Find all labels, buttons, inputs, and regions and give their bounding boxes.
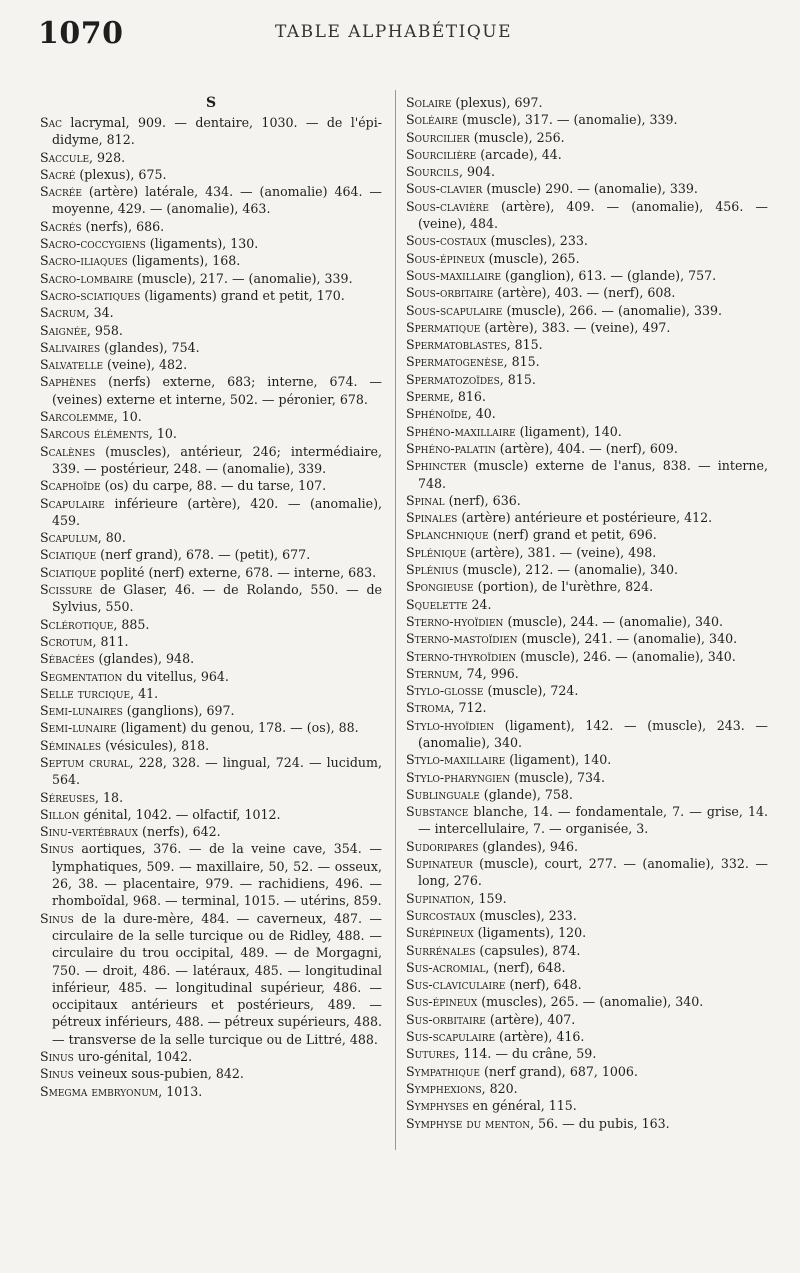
entry-text: (ligament) du genou, 178. — (os), 88. [116, 720, 359, 736]
entry-text: (muscle), 256. [469, 129, 565, 145]
entry-headword: Spermatogenèse [406, 354, 504, 370]
index-entry [40, 114, 382, 149]
index-entry [40, 754, 382, 789]
index-entry [40, 235, 382, 252]
index-entry [406, 717, 768, 752]
entry-headword: Sterno-hyoïdien [406, 613, 504, 629]
entry-headword: Splénique [406, 544, 467, 560]
entry-text: (nerfs), 686. [81, 218, 165, 234]
entry-headword: Sous-scapulaire [406, 302, 503, 318]
entry-headword: Soléaire [406, 112, 458, 128]
entry-text: (artère) latérale, 434. — (anomalie) 464. — moyenne, 429. — (anomalie), 463. [52, 184, 382, 217]
entry-headword: Sourcilière [406, 146, 477, 162]
entry-headword: Sublinguale [406, 786, 480, 802]
entry-text: (muscles), antérieur, 246; intermédiaire, 339. — postérieur, 248. — (anomalie), 339. [52, 443, 382, 476]
entry-text: (glandes), 948. [94, 651, 195, 667]
entry-headword: Sinus [40, 1049, 74, 1065]
entry-text: 24. [467, 596, 492, 612]
entry-headword: Sacro-sciatiques [40, 287, 141, 303]
index-entry [40, 166, 382, 183]
entry-text: (artère), 407. [485, 1011, 576, 1027]
entry-headword: Scapulaire [40, 495, 105, 511]
entry-headword: Sous-orbitaire [406, 285, 494, 301]
entry-text: (ligaments) grand et petit, 170. [140, 287, 345, 303]
entry-headword: Salvatelle [40, 357, 104, 373]
entry-text: (nerfs) externe, 683; interne, 674. — (veines) externe et interne, 502. — péronier, 678. [52, 374, 382, 407]
entry-text: (plexus), 697. [451, 95, 543, 110]
index-entry [406, 198, 768, 233]
entry-headword: Sphénoïde [406, 406, 468, 422]
section-letter: S [205, 95, 217, 111]
entry-headword: Squelette [406, 596, 468, 612]
index-entry [40, 304, 382, 321]
index-entry [406, 353, 768, 370]
left-entries [40, 114, 382, 1100]
index-entry [406, 111, 768, 128]
index-entry [406, 993, 768, 1010]
index-entry [406, 440, 768, 457]
entry-text: (muscle), 241. — (anomalie), 340. [517, 631, 738, 647]
index-entry [40, 252, 382, 269]
entry-text: , 56. — du pubis, 163. [530, 1115, 670, 1131]
entry-text: (artère), 409. — (anomalie), 456. — (veine), 484. [418, 198, 768, 232]
index-entry [40, 270, 382, 287]
entry-text: , 74, 996. [458, 665, 519, 681]
index-entry [406, 180, 768, 197]
right-column [406, 94, 768, 1132]
index-entry [40, 529, 382, 546]
entry-text: , 10. [113, 409, 142, 425]
index-entry [406, 1011, 768, 1028]
index-entry [406, 509, 768, 526]
entry-text: de la dure-mère, 484. — caverneux, 487. — circulaire de la selle turcique ou de Ridley, 488. — circulaire du trou occipital, 489. — de Morgagni, 750. — droit, 486. — latéraux, 485. — longitudinal inférieur, 485. — longitudinal supérieur, 486. — occipitaux antérieurs et postérieurs, 489. — pétreux inférieurs, 488. — pétreux supérieurs, 488. — transverse de la selle turcique ou de Littré, 488. [52, 910, 382, 1047]
entry-headword: Sacro-coccygiens [40, 236, 146, 252]
entry-headword: Sclérotique [40, 616, 114, 632]
index-entry [406, 457, 768, 492]
entry-text: (vésicules), 818. [101, 737, 210, 753]
entry-headword: Séreuses [40, 789, 96, 805]
index-entry [40, 581, 382, 616]
entry-headword: Sous-costaux [406, 233, 487, 249]
index-entry [40, 287, 382, 304]
entry-headword: Sutures [406, 1046, 456, 1062]
entry-text: poplité (nerf) externe, 678. — interne, 683. [96, 564, 377, 580]
entry-text: , 820. [481, 1080, 518, 1096]
entry-headword: Splanchnique [406, 527, 489, 543]
entry-headword: Spongieuse [406, 579, 474, 595]
entry-text: , 41. [130, 685, 159, 701]
index-entry [406, 250, 768, 267]
entry-text: (muscle), 217. — (anomalie), 339. [133, 270, 353, 286]
index-entry [406, 1097, 768, 1114]
index-entry [406, 267, 768, 284]
entry-text: (muscle), court, 277. — (anomalie), 332. — long, 276. [418, 856, 768, 889]
index-entry [40, 702, 382, 719]
index-entry [406, 786, 768, 803]
index-entry [40, 322, 382, 339]
entry-headword: Stylo-hyoïdien [406, 717, 495, 733]
entry-headword: Smegma embryonum [40, 1083, 159, 1099]
entry-headword: Sciatique [40, 547, 97, 563]
index-entry [40, 1065, 382, 1082]
entry-text: , 815. [503, 354, 540, 370]
entry-headword: Scaphoïde [40, 478, 101, 494]
entry-headword: Sperme [406, 389, 450, 405]
entry-text: génital, 1042. — olfactif, 1012. [79, 806, 281, 822]
entry-headword: Sternum [406, 665, 459, 681]
index-entry [406, 561, 768, 578]
entry-text: , 1013. [158, 1083, 203, 1099]
index-entry [406, 1115, 768, 1132]
entry-text: , 712. [450, 700, 487, 716]
entry-headword: Sac [40, 115, 63, 130]
index-entry [40, 495, 382, 530]
entry-headword: Scrotum [40, 633, 93, 649]
index-entry [406, 284, 768, 301]
index-entry [40, 806, 382, 823]
entry-text: (glande), 758. [479, 786, 573, 802]
entry-text: (glandes), 754. [100, 339, 200, 355]
entry-text: inférieure (artère), 420. — (anomalie), 459. [52, 495, 382, 528]
index-entry [40, 633, 382, 650]
index-entry [40, 443, 382, 478]
entry-headword: Splénius [406, 562, 459, 578]
entry-text: , 904. [458, 164, 496, 180]
entry-headword: Sacré [40, 166, 76, 182]
entry-headword: Saignée [40, 322, 87, 338]
entry-text: veineux sous-pubien, 842. [73, 1066, 244, 1082]
column-divider [395, 90, 396, 1150]
index-entry [406, 751, 768, 768]
entry-text: (muscle), 266. — (anomalie), 339. [502, 302, 722, 318]
entry-text: (artère), 383. — (veine), 497. [480, 319, 671, 335]
entry-headword: Stylo-glosse [406, 683, 484, 699]
entry-text: (ligaments), 120. [473, 925, 587, 941]
index-entry [40, 564, 382, 581]
index-entry [406, 578, 768, 595]
entry-headword: Stylo-pharyngien [406, 769, 511, 785]
entry-text: en général, 115. [468, 1098, 577, 1114]
entry-text: , 10. [148, 426, 177, 442]
entry-text: (muscle), 246. — (anomalie), 340. [516, 648, 736, 664]
entry-text: , 928. [89, 149, 126, 165]
entry-text: , 885. [113, 616, 150, 632]
entry-text: (veine), 482. [103, 357, 188, 373]
index-entry [406, 405, 768, 422]
entry-text: (ligaments), 168. [127, 253, 241, 269]
index-entry [406, 630, 768, 647]
running-head: TABLE ALPHABÉTIQUE [275, 22, 513, 42]
entry-headword: Symphyses [406, 1098, 469, 1114]
entry-headword: Substance [406, 804, 469, 820]
entry-headword: Selle turcique [40, 685, 131, 701]
index-entry [406, 596, 768, 613]
entry-text: (muscle), 265. [484, 250, 580, 266]
entry-text: , 18. [95, 789, 124, 805]
entry-text: (os) du carpe, 88. — du tarse, 107. [100, 478, 327, 494]
entry-text: , 958. [86, 322, 123, 338]
entry-text: (capsules), 874. [475, 942, 581, 958]
entry-text: du vitellus, 964. [122, 668, 229, 684]
entry-headword: Spinales [406, 510, 458, 526]
index-entry [40, 373, 382, 408]
index-entry [40, 685, 382, 702]
entry-headword: Semi-lunaires [40, 703, 123, 719]
entry-headword: Supination [406, 890, 471, 906]
entry-headword: Stylo-maxillaire [406, 752, 506, 768]
index-entry [40, 616, 382, 633]
index-entry [40, 477, 382, 494]
entry-text: (nerf grand), 687, 1006. [479, 1063, 638, 1079]
entry-headword: Sterno-thyroïdien [406, 648, 517, 664]
index-entry [40, 737, 382, 754]
entry-text: , 815. [499, 371, 536, 387]
entry-headword: Spinal [406, 492, 445, 508]
entry-text: (portion), de l'urèthre, 824. [473, 579, 654, 595]
index-entry [40, 339, 382, 356]
index-entry [40, 719, 382, 736]
right-entries [406, 94, 768, 1132]
index-entry [40, 1083, 382, 1100]
entry-headword: Sphincter [406, 458, 467, 474]
entry-text: (muscle), 212. — (anomalie), 340. [458, 562, 678, 578]
entry-headword: Scapulum [40, 530, 98, 546]
entry-headword: Sacro-iliaques [40, 253, 128, 269]
entry-headword: Sinu-vertébraux [40, 824, 139, 840]
entry-text: (muscle), 317. — (anomalie), 339. [457, 112, 678, 128]
index-entry [40, 668, 382, 685]
index-entry [40, 149, 382, 166]
entry-headword: Sus-acromial [406, 959, 486, 975]
index-entry [406, 665, 768, 682]
entry-text: uro-génital, 1042. [73, 1049, 193, 1065]
entry-text: , 159. [470, 890, 507, 906]
entry-headword: Solaire [406, 95, 452, 110]
entry-text: aortiques, 376. — de la veine cave, 354. — lymphatiques, 509. — maxillaire, 50, 52. — osseux, 26, 38. — placentaire, 979. — rachidiens, 496. — rhomboïdal, 968. — terminal, 1015. — utérins, 859. [52, 841, 382, 909]
entry-headword: Sudoripares [406, 838, 479, 854]
index-entry [406, 1045, 768, 1062]
entry-headword: Sacrée [40, 184, 82, 200]
entry-headword: Sympathique [406, 1063, 480, 1079]
entry-text: (muscle) externe de l'anus, 838. — interne, 748. [418, 458, 768, 491]
entry-headword: Sinus [40, 910, 74, 926]
entry-text: , (nerf), 648. [485, 959, 566, 975]
entry-text: (nerf grand), 678. — (petit), 677. [96, 547, 311, 563]
entry-headword: Surcostaux [406, 907, 476, 923]
entry-text: (muscle) 290. — (anomalie), 339. [482, 181, 698, 197]
index-entry [40, 356, 382, 373]
index-entry [406, 129, 768, 146]
index-entry [406, 388, 768, 405]
entry-headword: Sous-épineux [406, 250, 485, 266]
entry-headword: Septum crural [40, 754, 130, 770]
index-entry [406, 302, 768, 319]
entry-text: (artère), 381. — (veine), 498. [466, 544, 657, 560]
entry-text: (muscle), 724. [483, 683, 579, 699]
entry-headword: Saphènes [40, 374, 97, 390]
entry-text: (muscles), 233. [486, 233, 588, 249]
index-entry [406, 526, 768, 543]
index-entry [406, 232, 768, 249]
entry-text: (artère), 404. — (nerf), 609. [495, 440, 678, 456]
index-entry [406, 769, 768, 786]
entry-text: (glandes), 946. [478, 838, 578, 854]
entry-headword: Segmentation [40, 668, 123, 684]
entry-headword: Sinus [40, 1066, 74, 1082]
index-entry [40, 408, 382, 425]
entry-headword: Spermatique [406, 319, 481, 335]
entry-text: (artère) antérieure et postérieure, 412. [457, 510, 713, 526]
index-entry [406, 699, 768, 716]
index-entry [40, 546, 382, 563]
entry-text: , 811. [92, 633, 129, 649]
entry-text: (ligament), 140. [505, 752, 612, 768]
index-entry [406, 94, 768, 111]
entry-headword: Sacrum [40, 305, 86, 321]
entry-headword: Sous-clavier [406, 181, 483, 197]
entry-text: de Glaser, 46. — de Rolando, 550. — de Sylvius, 550. [52, 582, 382, 615]
entry-text: (nerf) grand et petit, 696. [488, 527, 657, 543]
index-entry [406, 682, 768, 699]
index-entry [406, 959, 768, 976]
entry-text: , 34. [85, 305, 114, 321]
entry-headword: Spermatoblastes [406, 337, 507, 353]
entry-headword: Sus-scapulaire [406, 1029, 496, 1045]
entry-text: (plexus), 675. [75, 166, 167, 182]
index-entry [406, 146, 768, 163]
index-entry [406, 890, 768, 907]
entry-headword: Salivaires [40, 339, 101, 355]
entry-text: (nerf), 648. [505, 977, 582, 993]
entry-text: (ligament), 142. — (muscle), 243. — (anomalie), 340. [418, 717, 768, 750]
entry-headword: Supinateur [406, 856, 473, 872]
entry-headword: Sarcous éléments [40, 426, 149, 442]
index-entry [406, 838, 768, 855]
entry-text: (ganglions), 697. [122, 703, 235, 719]
index-entry [406, 924, 768, 941]
index-entry [406, 613, 768, 630]
entry-text: (muscle), 244. — (anomalie), 340. [503, 613, 723, 629]
entry-text: blanche, 14. — fondamentale, 7. — grise, 14. — intercellulaire, 7. — organisée, 3. [418, 804, 768, 837]
entry-headword: Sillon [40, 806, 80, 822]
entry-headword: Surépineux [406, 925, 474, 941]
entry-headword: Sarcolemme [40, 409, 114, 425]
entry-text: (artère), 416. [495, 1029, 585, 1045]
entry-headword: Semi-lunaire [40, 720, 117, 736]
index-entry [406, 544, 768, 561]
index-entry [406, 803, 768, 838]
index-entry [406, 319, 768, 336]
left-column [40, 94, 382, 1100]
page-number: 1070 [38, 16, 124, 51]
entry-headword: Sébacées [40, 651, 95, 667]
entry-headword: Sourcilier [406, 129, 470, 145]
entry-text: (ganglion), 613. — (glande), 757. [501, 267, 717, 283]
index-entry [406, 907, 768, 924]
entry-text: , 815. [506, 337, 543, 353]
entry-headword: Symphyse du menton [406, 1115, 531, 1131]
entry-headword: Sus-épineux [406, 994, 478, 1010]
entry-text: , 114. — du crâne, 59. [455, 1046, 597, 1062]
entry-text: (muscles), 265. — (anomalie), 340. [477, 994, 704, 1010]
index-entry [40, 425, 382, 442]
entry-text: , 228, 328. — lingual, 724. — lucidum, 564. [52, 754, 382, 788]
entry-text: (artère), 403. — (nerf), 608. [493, 285, 676, 301]
entry-text: (muscle), 734. [510, 769, 606, 785]
entry-text: (arcade), 44. [476, 146, 562, 162]
index-entry [406, 423, 768, 440]
entry-text: , 816. [449, 389, 486, 405]
index-entry [40, 218, 382, 235]
entry-headword: Sus-claviculaire [406, 977, 506, 993]
index-entry [406, 371, 768, 388]
entry-headword: Sus-orbitaire [406, 1011, 486, 1027]
index-entry [406, 1080, 768, 1097]
entry-headword: Sphéno-palatin [406, 440, 496, 456]
entry-headword: Sterno-mastoïdien [406, 631, 518, 647]
entry-headword: Séminales [40, 737, 102, 753]
index-entry [40, 1048, 382, 1065]
entry-text: (muscles), 233. [475, 907, 577, 923]
index-entry [406, 492, 768, 509]
entry-headword: Surrénales [406, 942, 476, 958]
entry-headword: Stroma [406, 700, 451, 716]
index-entry [406, 942, 768, 959]
entry-text: , 40. [467, 406, 496, 422]
index-entry [40, 789, 382, 806]
entry-headword: Scissure [40, 582, 93, 598]
index-entry [40, 183, 382, 218]
entry-text: lacrymal, 909. — dentaire, 1030. — de l'épi-didyme, 812. [52, 115, 382, 148]
index-entry [406, 648, 768, 665]
entry-headword: Sinus [40, 841, 74, 857]
index-entry [40, 823, 382, 840]
index-entry [40, 910, 382, 1048]
index-entry [406, 163, 768, 180]
entry-headword: Sous-clavière [406, 198, 489, 214]
entry-text: (ligament), 140. [515, 423, 622, 439]
entry-headword: Sourcils [406, 164, 459, 180]
entry-headword: Sacro-lombaire [40, 270, 134, 286]
index-entry [406, 1028, 768, 1045]
entry-headword: Sous-maxillaire [406, 267, 502, 283]
index-entry [406, 336, 768, 353]
entry-headword: Saccule [40, 149, 90, 165]
entry-headword: Symphexions [406, 1080, 482, 1096]
index-entry [406, 855, 768, 890]
entry-headword: Scalènes [40, 443, 96, 459]
entry-text: (nerfs), 642. [138, 824, 221, 840]
entry-headword: Spermatozoïdes [406, 371, 500, 387]
entry-text: (ligaments), 130. [145, 236, 259, 252]
entry-text: (nerf), 636. [444, 492, 521, 508]
index-entry [406, 1063, 768, 1080]
entry-headword: Sacrés [40, 218, 82, 234]
entry-headword: Sciatique [40, 564, 97, 580]
index-entry [40, 650, 382, 667]
entry-text: , 80. [97, 530, 126, 546]
index-entry [406, 976, 768, 993]
entry-headword: Sphéno-maxillaire [406, 423, 516, 439]
index-entry [40, 840, 382, 909]
